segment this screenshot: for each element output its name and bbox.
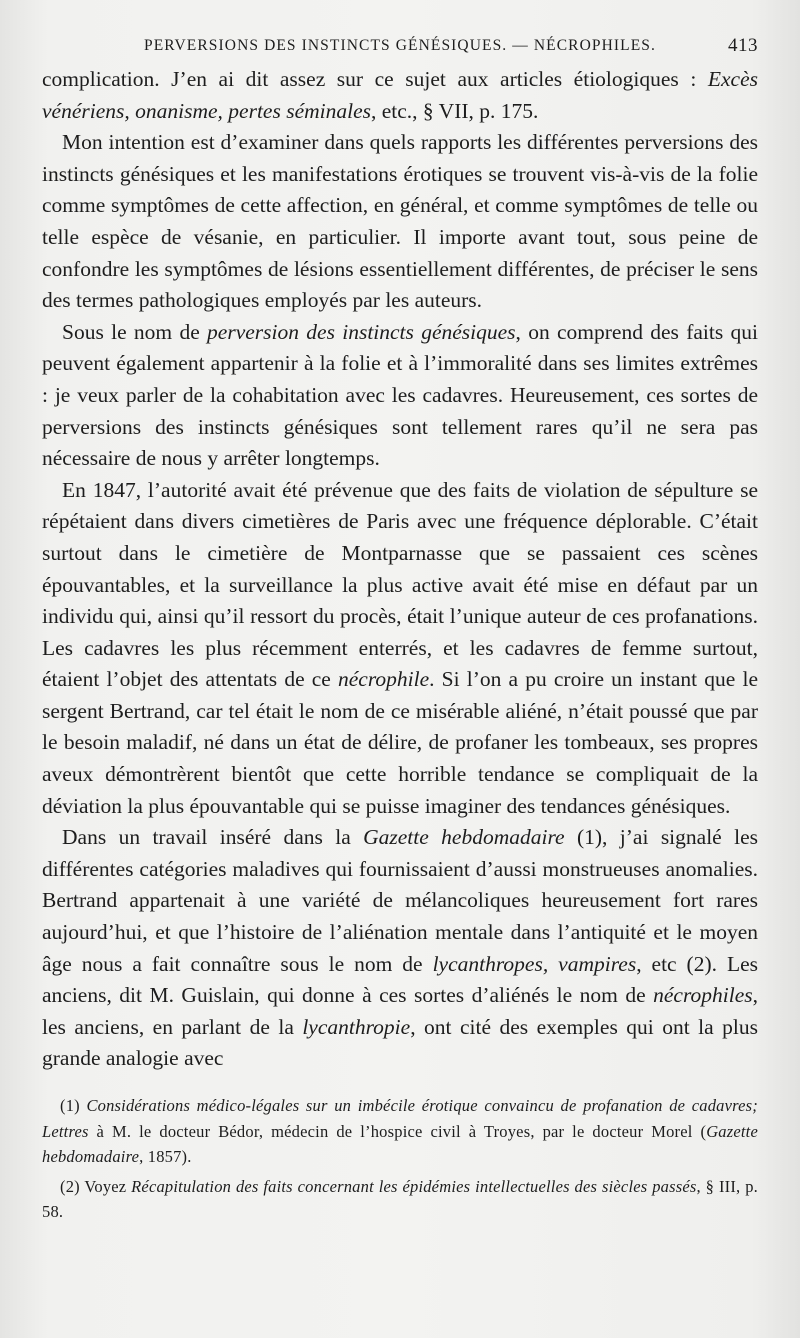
text-run: (1): [60, 1096, 87, 1115]
italic-run: Excès vénériens, onanisme, pertes séminales: [42, 67, 758, 123]
running-title: PERVERSIONS DES INSTINCTS GÉNÉSIQUES. — NÉCROPHILES.: [144, 37, 656, 54]
main-text: [42, 64, 758, 1075]
text-run: , 1857).: [139, 1147, 192, 1166]
text-run: En 1847, l’autorité avait été prévenue que des faits de violation de sépulture se répétaient dans divers cimetières de Paris avec une fréquence déplorable. C’était surtout dans le cimetière de Montparnasse que se passaient ces scènes épouvantables, et la surveillance la plus active avait été mise en défaut par un individu qui, ainsi qu’il ressort du procès, était l’unique auteur de ces profanations. Les cadavres les plus récemment enterrés, et les cadavres de femme surtout, étaient l’objet des attentats de ce: [42, 477, 758, 692]
text-run: complication. J’en ai dit assez sur ce sujet aux articles étiologiques :: [42, 67, 708, 91]
text-run: , etc (2). Les anciens, dit M. Guislain, qui donne à ces sortes d’aliénés le nom de: [42, 951, 758, 1008]
paragraph-2: Mon intention est d’examiner dans quels rapports les différentes perversions des instincts génésiques et les manifestations érotiques se trouvent vis-à-vis de la folie comme symptômes de cette affection, en général, et comme symptômes de telle ou telle espèce de vésanie, en particulier. Il importe avant tout, sous peine de confondre les symptômes de lésions essentiellement différentes, de préciser le sens des termes pathologiques employés par les auteurs.: [42, 130, 758, 313]
footnote-1: [42, 1093, 758, 1170]
italic-run: nécrophiles: [653, 983, 753, 1008]
text-run: , § III, p. 58.: [42, 1176, 758, 1221]
text-run: , on comprend des faits qui peuvent également appartenir à la folie et à l’immoralité dans ses limites extrêmes : je veux parler de la cohabitation avec les cadavres. Heureusement, ces sortes de perversions des instincts génésiques sont tellement rares qu’il ne sera pas nécessaire de nous y arrêter longtemps.: [42, 319, 758, 471]
text-run: (1), j’ai signalé les différentes catégories maladives qui fournissaient d’aussi monstrueuses anomalies. Bertrand appartenait à une variété de mélancoliques heureusement fort rares aujourd’hui, et que l’histoire de l’aliénation mentale dans l’antiquité et le moyen âge nous a fait connaître sous le nom de: [42, 825, 758, 976]
text-run: (2) Voyez: [60, 1176, 132, 1196]
footnote-2: [42, 1174, 758, 1225]
italic-run: Gazette hebdomadaire: [363, 825, 565, 850]
italic-run: Gazette hebdomadaire: [42, 1121, 758, 1166]
paragraph-5: [42, 822, 758, 1075]
italic-run: lycanthropie: [302, 1014, 411, 1039]
text-run: Dans un travail inséré dans la: [62, 825, 364, 850]
text-run: , les anciens, en parlant de la: [42, 983, 758, 1039]
text-run: à M. le docteur Bédor, médecin de l’hospice civil à Troyes, par le docteur Morel (: [88, 1121, 707, 1141]
text-run: , ont cité des exemples qui ont la plus grande analogie avec: [42, 1014, 758, 1071]
paragraph-3: [42, 317, 758, 475]
italic-run: Considérations médico-légales sur un imbécile érotique convaincu de profanation de cadavres; Lettres: [42, 1096, 759, 1141]
italic-run: perversion des instincts génésiques: [207, 319, 516, 344]
italic-run: lycanthropes, vampires: [432, 951, 637, 976]
paragraph-1: [42, 64, 758, 127]
text-run: . Si l’on a pu croire un instant que le sergent Bertrand, car tel était le nom de ce misérable aliéné, n’était poussé que par le besoin maladif, né dans un état de délire, de profaner les tombeaux, ses propres aveux démontrèrent bientôt que cette horrible tendance se compliquait de la déviation la plus épouvantable qui se puisse imaginer des tendances génésiques.: [42, 667, 758, 818]
text-run: Sous le nom de: [62, 319, 208, 344]
paragraph-4: [42, 475, 758, 823]
text-run: , etc., § VII, p. 175.: [371, 98, 539, 123]
italic-run: Récapitulation des faits concernant les épidémies intellectuelles des siècles passés: [131, 1176, 697, 1196]
footnotes: [42, 1093, 758, 1225]
italic-run: nécrophile: [338, 667, 430, 692]
page-number: 413: [728, 35, 758, 56]
running-head: [42, 34, 758, 64]
